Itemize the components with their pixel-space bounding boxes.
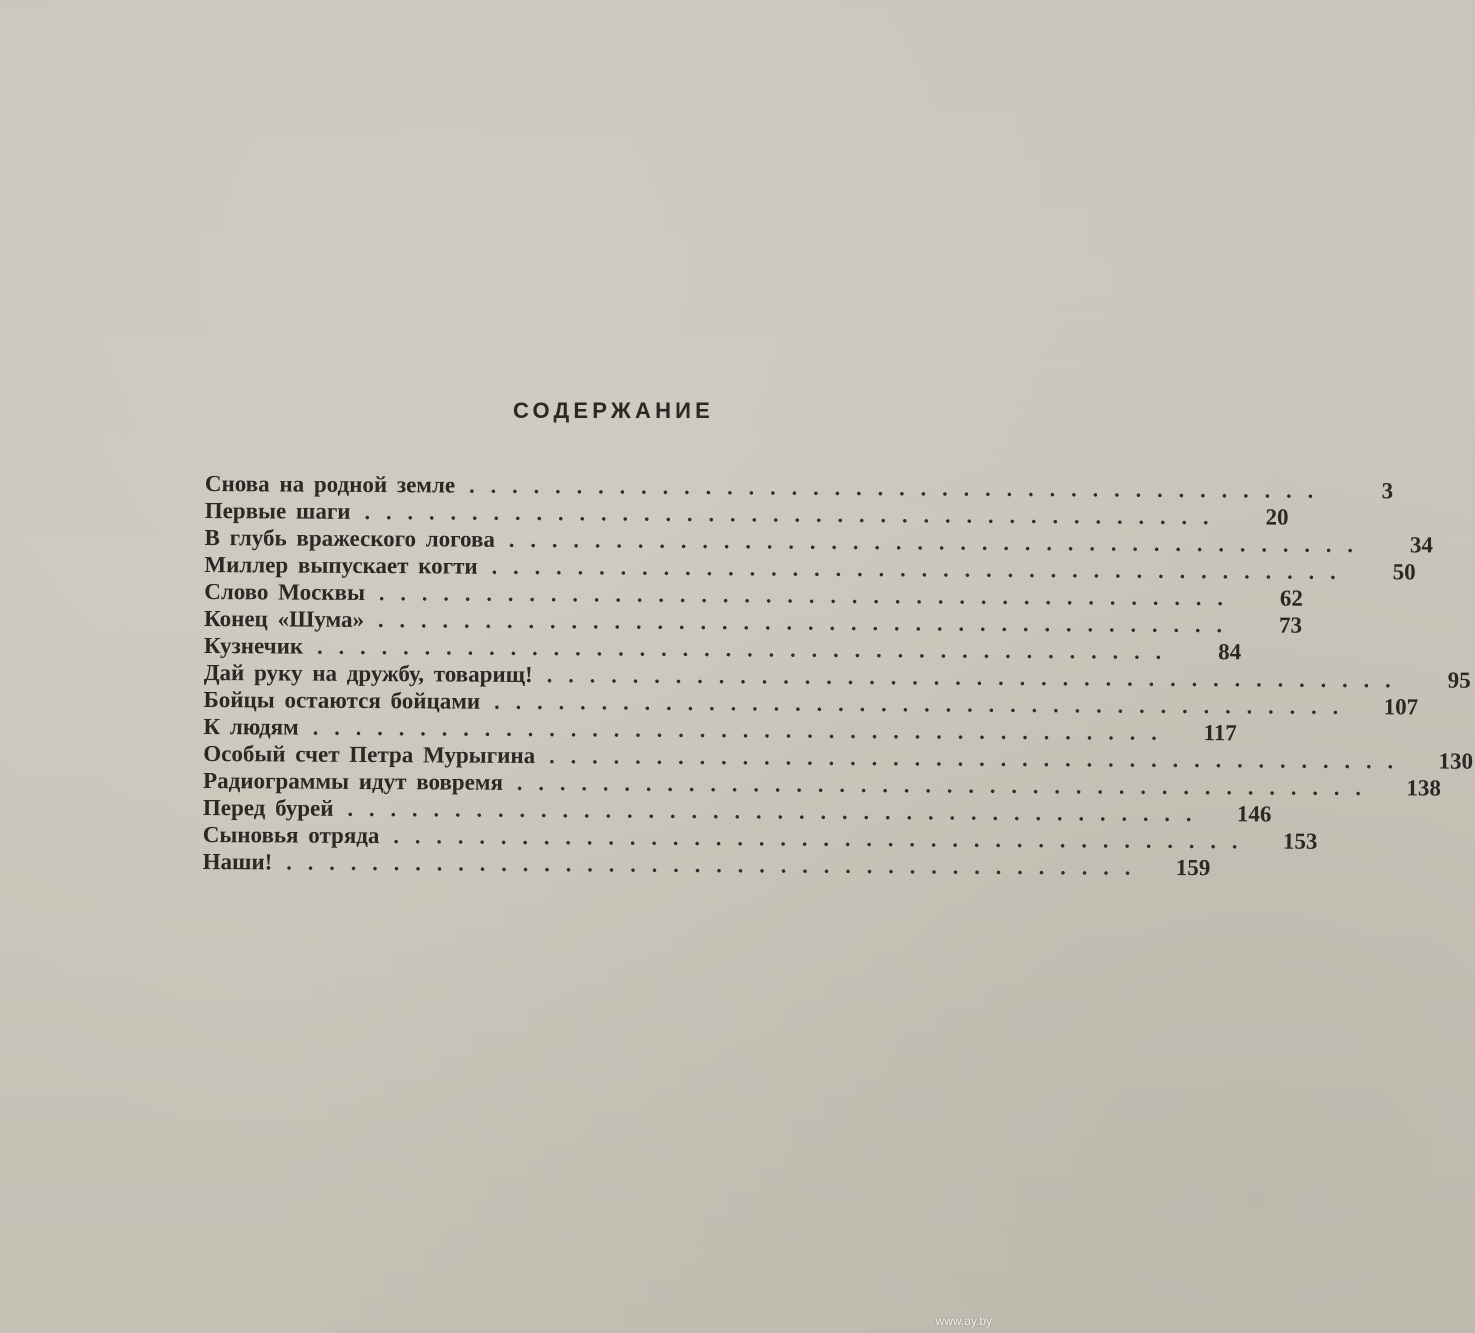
toc-entry-title: Наши! [202,848,273,875]
toc-entry-title: Кузнечик [203,632,304,659]
toc-entry-title: К людям [203,713,299,740]
toc-entry [203,632,1242,665]
toc-leader-dots: ........................................ [377,607,1239,638]
toc-entry-page: 20 [1265,504,1289,530]
toc-entry [202,794,1272,827]
toc-entry-title: Слово Москвы [204,578,366,605]
toc-entry [202,848,1211,881]
toc-entry-title: Конец «Шума» [204,605,365,632]
toc-leader-dots: ........................................ [393,823,1254,854]
toc-entry-title: Миллер выпускает когти [204,551,478,579]
toc-leader-dots: ........................................ [491,553,1352,585]
toc-leader-dots: ........................................ [549,743,1410,774]
toc-entry-page: 159 [1175,854,1211,881]
toc-entry [203,767,1442,801]
toc-entry [202,821,1318,854]
toc-list [202,470,1474,881]
toc-entry-page: 95 [1447,667,1471,693]
toc-entry [204,470,1394,504]
toc-leader-dots: ........................................ [347,795,1208,827]
toc-entry-page: 117 [1203,720,1237,746]
toc-entry-title: В глубь вражеского логова [204,524,496,552]
toc-entry [203,686,1419,720]
toc-entry [204,524,1434,558]
toc-leader-dots: ........................................ [378,580,1240,611]
toc-entry [204,497,1289,530]
toc-leader-dots: ........................................ [312,714,1173,745]
toc-entry-page: 138 [1406,775,1442,801]
toc-entry-title: Снова на родной земле [204,470,456,498]
toc-entry [204,578,1304,611]
toc-entry [203,713,1237,746]
toc-entry [203,659,1471,693]
toc-entry-page: 34 [1409,532,1434,558]
toc-entry-page: 146 [1236,801,1272,827]
toc-leader-dots: ........................................ [286,849,1147,880]
toc-leader-dots: ........................................ [516,769,1378,801]
toc-entry-title: Перед бурей [202,794,334,821]
toc-leader-dots: ........................................ [317,633,1178,664]
toc-entry-title: Особый счет Петра Мурыгина [203,740,536,769]
toc-leader-dots: ........................................ [494,688,1355,720]
toc-entry-page: 84 [1218,639,1242,665]
toc-entry-page: 153 [1282,828,1318,854]
toc-entry-page: 3 [1381,478,1394,504]
toc-entry-page: 73 [1278,612,1303,638]
toc-leader-dots: ........................................ [364,498,1225,530]
toc-entry [204,551,1416,585]
toc-entry-page: 107 [1383,694,1419,720]
site-watermark: www.ay.by [935,1314,992,1328]
toc-entry [204,605,1303,638]
toc-heading: СОДЕРЖАНИЕ [513,398,715,423]
toc-entry-title: Сыновья отряда [202,821,380,849]
toc-entry-title: Бойцы остаются бойцами [203,686,481,714]
toc-entry-title: Первые шаги [204,497,351,524]
toc-leader-dots: ........................................ [508,526,1370,558]
toc-entry-page: 62 [1279,585,1304,611]
toc-entry-title: Дай руку на дружбу, товарищ! [203,659,533,688]
toc-entry-title: Радиограммы идут вовремя [203,767,504,795]
toc-entry-page: 130 [1438,748,1474,774]
toc-entry [203,740,1474,774]
toc-leader-dots: ........................................ [546,662,1407,693]
toc-leader-dots: ........................................ [469,472,1330,503]
toc-entry-page: 50 [1392,559,1416,585]
